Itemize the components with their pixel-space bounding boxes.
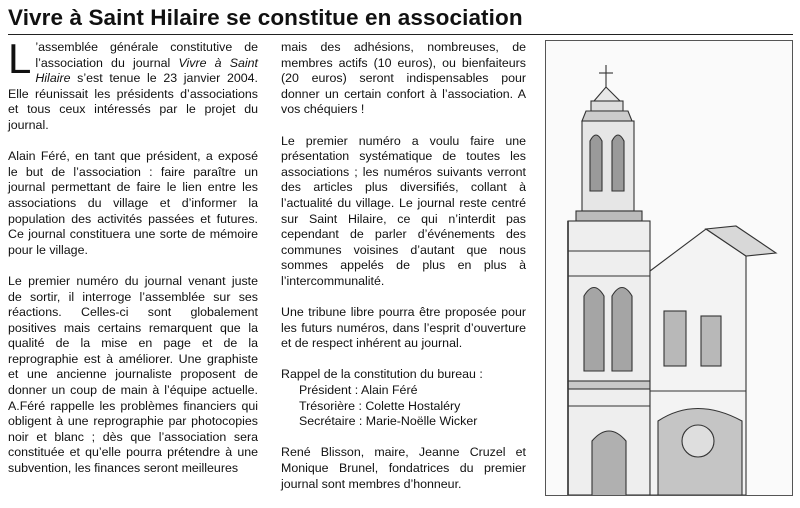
church-photo bbox=[545, 40, 793, 496]
intro-text: ’assemblée générale constitutive de l’association du journal bbox=[35, 40, 258, 70]
paragraph-bureau bbox=[281, 367, 526, 429]
paragraph-purpose: Alain Féré, en tant que président, a exposé le but de l’association : faire paraître un journal permettant de faire le lien entre les associations du village et d’informer la population des activités passées et futures. Ce journal constituera une sorte de mémoire pour le village. bbox=[8, 149, 258, 257]
bureau-member: Trésorière : Colette Hostaléry bbox=[299, 398, 461, 413]
paragraph-honorary: René Blisson, maire, Jeanne Cruzel et Monique Brunel, fondatrices du premier journal sont membres d’honneur. bbox=[281, 445, 526, 491]
paragraph-membership: mais des adhésions, nombreuses, de membres actifs (10 euros), ou bienfaiteurs (20 euros) seront indispensables pour donner un certain confort à l’association. A vos chéquiers ! bbox=[281, 40, 526, 117]
journal-name: Vivre à Saint Hilaire bbox=[35, 55, 258, 86]
drop-cap: L bbox=[8, 35, 32, 82]
article-header bbox=[8, 4, 793, 35]
paragraph-tribune: Une tribune libre pourra être proposée pour les futurs numéros, dans l’esprit d’ouverture et de respect inhérent au journal. bbox=[281, 305, 526, 351]
bureau-intro: Rappel de la constitution du bureau : bbox=[281, 367, 483, 382]
article-column-2 bbox=[281, 40, 526, 508]
bureau-member: Secrétaire : Marie-Noëlle Wicker bbox=[299, 414, 478, 429]
church-sketch bbox=[546, 41, 792, 495]
article-column-1 bbox=[8, 35, 258, 492]
paragraph-presentation: Le premier numéro a voulu faire une présentation systématique de toutes les associations ; les numéros suivants verront des articles plus diversifiés, collant à l’actualité du village. Le journal reste centré sur Saint Hilaire, ce qui n’interdit pas cependant de parler d’événements des communes voisines d’autant que nous sommes appelés de plus en plus à l’intercommunalité. bbox=[281, 133, 526, 288]
intro-text-end: s’est tenue le 23 janvier 2004. Elle réunissait les présidents d’associations et tous ceux intéressés par le projet du journal. bbox=[8, 71, 258, 132]
paragraph-first-issue: Le premier numéro du journal venant juste de sortir, il interroge l’assemblée sur ses réactions. Celles-ci sont globalement positives mais certains remarquent que la qualité de la mise en page et de la reprographie est à améliorer. Une graphiste et une ancienne journaliste proposent de donner un coup de main à l’équipe actuelle. A.Féré rappelle les problèmes financiers qui obligent à une reprographie par photocopies noir et blanc ; dès que l’association sera constituée et qu’elle pourra prétendre à une subvention, les finances seront meilleures bbox=[8, 273, 258, 476]
bureau-member: Président : Alain Féré bbox=[299, 383, 418, 398]
article-title: Vivre à Saint Hilaire se constitue en association bbox=[8, 5, 523, 30]
paragraph-intro bbox=[8, 35, 258, 134]
